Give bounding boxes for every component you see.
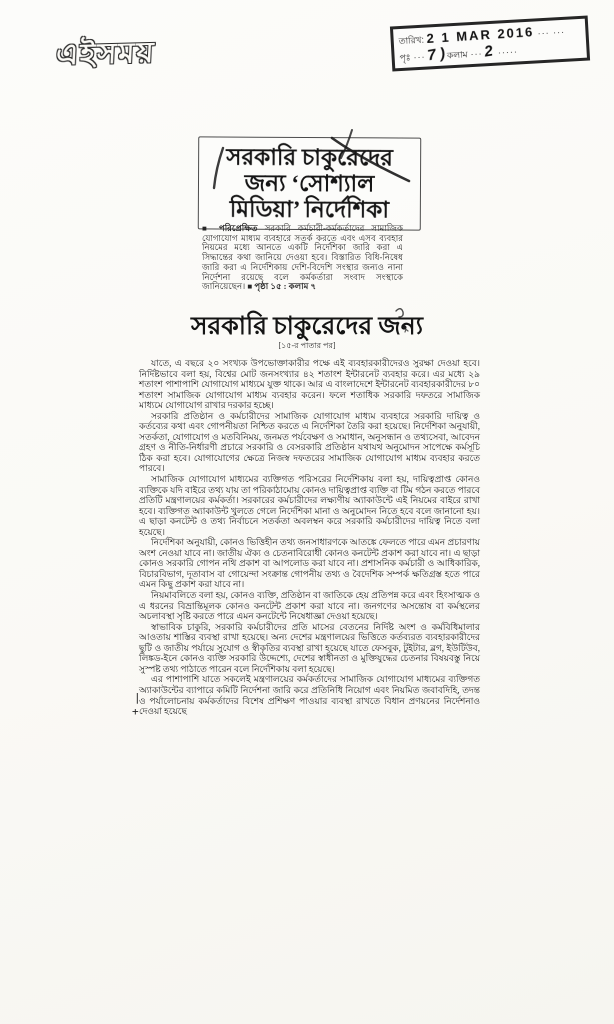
stamp-column-handwritten-value: 2 [483,42,495,61]
continuation-headline: সরকারি চাকুরেদের জন্য [191,313,423,340]
headline-line-3: মিডিয়া’ নির্দেশিকা [229,196,390,223]
stamp-page-label: পৃঃ [399,52,411,64]
continued-from-note: [১৫-র পাতার পর] [278,341,336,350]
intro-text: সরকারি কর্মচারী-কর্মকর্তাদের সামাজিক যোগাযোগ মাধ্যম ব্যবহারে সতর্ক করতে এবং এসব ব্যবহার নিয়মের মধ্যে আনতে একটি নির্দেশিকা জারি করা এ সিদ্ধান্তের কথা জানিয়ে দেওয়া হবে। বিস্তারিত বিধি-নিষেধ জারি করা এ নির্দেশিকায় দেশি-বিদেশি সংস্থার জন্যও নানা নির্দেশনা রয়েছে বলে কর্মকর্তারা সংবাদ সংস্থাকে জানিয়েছেন। [202,223,403,292]
intro-square-bullet-icon: ■ [202,224,212,233]
clipping-headline-box [198,136,421,230]
intro-column [202,224,403,292]
margin-plus-mark: + [132,705,139,718]
continuation-header [148,313,466,351]
stamp-column-dots: ··· [470,48,483,60]
article-paragraph: এর পাশাপাশি যাতে সকলেই মন্ত্রণালয়ের কর্মকর্তাদের সামাজিক যোগাযোগ মাধ্যমের ব্যক্তিগত অ্যাকাউন্টের ব্যাপারে কমিটি নির্দেশনা জারি করে প্রতিনিধি নিয়োগ এবং নিয়মিত জবাবদিহি, তদন্ত ও পর্যালোচনায় কর্মকর্তাদের বিশেষ প্রশিক্ষণ পাওয়ার ব্যবস্থা রাখতে বিধান প্রণয়নের নির্দেশনাও দেওয়া হয়েছে [139,674,480,717]
stamp-column-label: কলাম [446,49,468,61]
intro-lead-word: পরিপ্রেক্ষিত [218,223,258,233]
article-body [139,358,480,717]
stamp-column-trailing-dots: ····· [497,46,519,58]
stamp-page-dots: ··· [413,51,426,63]
margin-bar-mark: | [134,691,141,704]
article-paragraph: নিয়মাবলিতে বলা হয়, কোনও ব্যক্তি, প্রতিষ্ঠান বা জাতিকে হেয় প্রতিপন্ন করে এবং হিংসাত্মক ও এ ধরনের বিভ্রান্তিমূলক কোনও কনটেন্ট প্রকাশ করা যাবে না। জনগণের অসন্তোষ বা কর্মস্থলের অচলাবস্থা সৃষ্টি করতে পারে এমন কনটেন্টে নিষেধাজ্ঞা দেওয়া হয়েছে। [139,590,480,622]
article-paragraph: নির্দেশিকা অনুযায়ী, কোনও ভিত্তিহীন তথ্য জনসাধারণকে আতঙ্কে ফেলতে পারে এমন প্রচারণায় অংশ নেওয়া যাবে না। জাতীয় ঐক্য ও চেতনাবিরোধী কোনও কনটেন্ট প্রকাশ করা যাবে না। এ ছাড়া কোনও সরকারি গোপন নথি প্রকাশ বা আপলোড করা যাবে না। প্রশাসনিক কর্মচারী ও আধিকারিক, বিচারবিভাগ, দূতাবাস বা গোয়েন্দা সংক্রান্ত গোপনীয় তথ্য ও বৈদেশিক সম্পর্ক ক্ষতিগ্রস্ত হতে পারে এমন কিছু প্রকাশ করা যাবে না। [139,537,480,590]
library-date-stamp [390,16,590,72]
stamp-date-label: তারিখ: [398,34,425,47]
headline-line-1: সরকারি চাকুরেদের [226,144,394,171]
stamp-page-handwritten-value: 7 ) [426,44,447,65]
jump-square-bullet-icon: ■ [247,282,253,292]
article-paragraph: যাতে, এ বছরে ২০ সংখ্যক উপভোক্তাকারীর পক্ষে এই ব্যবহারকারীদেরও সুরক্ষা দেওয়া হবে। নির্দিষ্টভাবে বলা হয়, বিশ্বের মোট জনসংখ্যার ৪২ শতাংশ ইন্টারনেট ব্যবহার করে। এর মধ্যে ২৯ শতাংশ পাশাপাশি যোগাযোগ মাধ্যমে যুক্ত থাকে। আর এ বাংলাদেশে ইন্টারনেট ব্যবহারকারীদের ৮০ শতাংশ সামাজিক যোগাযোগ মাধ্যম ব্যবহার করেন। ফলে শতাধিক সরকারি দফতরে সামাজিক মাধ্যমে যোগাযোগ রাখার দরকার হচ্ছে। [139,358,480,411]
stamp-date-dots: ··· ··· [537,26,566,39]
stamp-date-value: 2 1 MAR 2016 [426,24,536,46]
jump-reference: পৃষ্ঠা ১৫ : কলাম ৭ [254,281,317,292]
article-paragraph: স্বাভাবিক চাকুরি, সরকারি কর্মচারীদের প্রতি মাসের বেতনের নির্দিষ্ট অংশ ও কর্মবিধিমালার আওতায় শাস্তির ব্যবস্থা রাখা হয়েছে। অন্য দেশের মন্ত্রণালয়ের ভিত্তিতে কর্তব্যরত ব্যবহারকারীদের ছুটি ও জাতীয় পর্যায়ে সুযোগ ও স্বীকৃতির ব্যবস্থা রাখা হয়েছে যাতে ফেসবুক, টুইটার, ব্লগ, ইউটিউব, লিঙ্কড-ইনে কোনও ব্যক্তি সরকারি উদ্দেশ্যে, দেশের স্বাধীনতা ও মুক্তিযুদ্ধের চেতনার বিষয়বস্তু নিয়ে সুস্পষ্ট তথ্য পাঠাতে পারেন বলে নির্দেশিকায় বলা হয়েছে। [139,621,480,674]
article-paragraph: সরকারি প্রতিষ্ঠান ও কর্মচারীদের সামাজিক যোগাযোগ মাধ্যম ব্যবহারে সরকারি দায়িত্ব ও কর্তব্যের কথা এবং গোপনীয়তা নিশ্চিত করতে এ নির্দেশিকা তৈরি করা হয়েছে। নির্দেশিকা অনুযায়ী, সতর্কতা, যোগাযোগ ও মতবিনিময়, জনমত পর্যবেক্ষণ ও সমাধান, অনুসন্ধান ও তথ্যসেবা, আবেদন গ্রহণ ও নীতি-নির্ধারণী প্রচারে সরকারি ও বেসরকারি প্রতিষ্ঠান যথাযথ অনুমোদন সাপেক্ষে কর্মসূচি ঠিক করা হবে। যোগাযোগের ক্ষেত্রে নিজস্ব দফতরের সামাজিক যোগাযোগ মাধ্যম ব্যবহার করতে পারবে। [139,410,480,474]
newspaper-masthead-logo: এইসময় [55,36,157,72]
headline-line-2: জন্য ‘সোশ্যাল [244,170,375,197]
article-paragraph: সামাজিক যোগাযোগ মাধ্যমের ব্যক্তিগত পরিসরের নির্দেশিকায় বলা হয়, দায়িত্বপ্রাপ্ত কোনও ব্যক্তিকে যদি বাইরে তথ্য যায় তা পরিকাঠামোয় কোনও দায়িত্বপ্রাপ্ত ব্যক্তি বা টিম গঠন করতে পারবে প্রতিটি মন্ত্রণালয়ের কর্মকর্তা। সরকারের কর্মচারীদের লক্ষ্যণীয় অ্যাকাউন্টে এই নিয়মের বাইরে রাখা হবে। ব্যক্তিগত অ্যাকাউন্ট খুলতে গেলে নির্দেশিকা মানা ও অনুমোদন নিতে হবে বলে জানানো হয়। এ ছাড়া কনটেন্ট ও তথ্য নির্বাচনে সতর্কতা অবলম্বন করে সরকারি কর্মচারীদের দায়িত্ব নিতে বলা হয়েছে। [139,474,480,537]
